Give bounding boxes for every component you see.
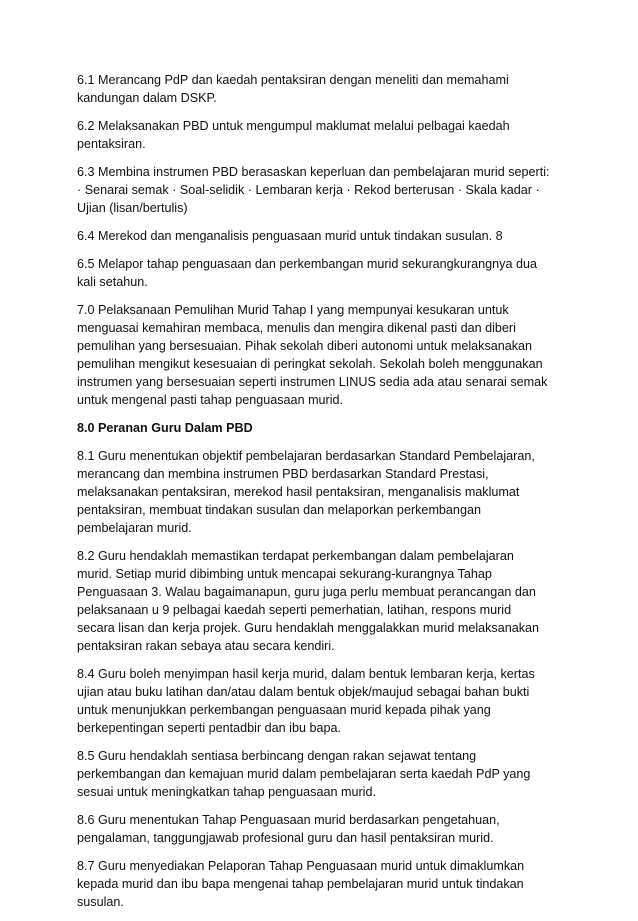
text-line: untuk mengenal pasti tahap penguasaan murid. xyxy=(77,393,344,407)
text-line: menguasai kemahiran membaca, menulis dan mengira dikenal pasti dan diberi xyxy=(77,321,516,335)
text-line: pelaksanaan u 9 pelbagai kaedah seperti pemerhatian, latihan, respons murid xyxy=(77,603,512,617)
paragraph xyxy=(77,857,567,911)
paragraph xyxy=(77,71,567,107)
text-line: 6.3 Membina instrumen PBD berasaskan keperluan dan pembelajaran murid seperti: xyxy=(77,165,550,179)
paragraph xyxy=(77,117,567,153)
text-line: 7.0 Pelaksanaan Pemulihan Murid Tahap I yang mempunyai kesukaran untuk xyxy=(77,303,509,317)
text-line: Penguasaan 3. Walau bagaimanapun, guru juga perlu membuat perancangan dan xyxy=(77,585,536,599)
text-line: kepada murid dan ibu bapa mengenai tahap pembelajaran murid untuk tindakan xyxy=(77,877,524,891)
text-line: 8.7 Guru menyediakan Pelaporan Tahap Penguasaan murid untuk dimaklumkan xyxy=(77,859,525,873)
text-line: berkepentingan seperti pentadbir dan ibu bapa. xyxy=(77,721,341,735)
text-line: 8.4 Guru boleh menyimpan hasil kerja murid, dalam bentuk lembaran kerja, kertas xyxy=(77,667,535,681)
paragraph xyxy=(77,447,567,537)
text-line: 6.2 Melaksanakan PBD untuk mengumpul maklumat melalui pelbagai kaedah xyxy=(77,119,510,133)
paragraph xyxy=(77,301,567,409)
paragraph xyxy=(77,227,567,245)
text-line: merancang dan membina instrumen PBD berdasarkan Standard Prestasi, xyxy=(77,467,489,481)
paragraph xyxy=(77,811,567,847)
text-line: 8.6 Guru menentukan Tahap Penguasaan murid berdasarkan pengetahuan, xyxy=(77,813,500,827)
text-line: pengalaman, tanggungjawab profesional guru dan hasil pentaksiran murid. xyxy=(77,831,494,845)
text-line: susulan. xyxy=(77,895,124,909)
text-line: pembelajaran murid. xyxy=(77,521,192,535)
text-line: untuk menunjukkan perkembangan penguasaan murid kepada pihak yang xyxy=(77,703,491,717)
text-line: 8.1 Guru menentukan objektif pembelajaran berdasarkan Standard Pembelajaran, xyxy=(77,449,535,463)
text-line: Ujian (lisan/bertulis) xyxy=(77,201,188,215)
text-line: pentaksiran, membuat tindakan susulan dan melaporkan perkembangan xyxy=(77,503,481,517)
text-line: melaksanakan pentaksiran, merekod hasil pentaksiran, menganalisis maklumat xyxy=(77,485,520,499)
text-line: 8.5 Guru hendaklah sentiasa berbincang dengan rakan sejawat tentang xyxy=(77,749,477,763)
text-line: sesuai untuk meningkatkan tahap penguasaan murid. xyxy=(77,785,376,799)
paragraph xyxy=(77,547,567,655)
document-page xyxy=(77,71,567,921)
paragraph xyxy=(77,255,567,291)
text-line: secara lisan dan kerja projek. Guru hendaklah menggalakkan murid melaksanakan xyxy=(77,621,540,635)
text-line: kandungan dalam DSKP. xyxy=(77,91,217,105)
text-line: pemulihan mengikut kesesuaian di peringkat sekolah. Sekolah boleh menggunakan xyxy=(77,357,543,371)
text-line: 6.4 Merekod dan menganalisis penguasaan murid untuk tindakan susulan. 8 xyxy=(77,229,503,243)
text-line: pentaksiran rakan sebaya atau secara kendiri. xyxy=(77,639,335,653)
text-line: kali setahun. xyxy=(77,275,148,289)
text-line: pemulihan yang bersesuaian. Pihak sekolah diberi autonomi untuk melaksanakan xyxy=(77,339,533,353)
text-line: ujian atau buku latihan dan/atau dalam bentuk objek/maujud sebagai bahan bukti xyxy=(77,685,530,699)
section-heading xyxy=(77,419,567,437)
text-line: perkembangan dan kemajuan murid dalam pembelajaran serta kaedah PdP yang xyxy=(77,767,531,781)
text-line: 6.5 Melapor tahap penguasaan dan perkembangan murid sekurangkurangnya dua xyxy=(77,257,537,271)
paragraph xyxy=(77,747,567,801)
text-line: pentaksiran. xyxy=(77,137,146,151)
text-line: 6.1 Merancang PdP dan kaedah pentaksiran dengan meneliti dan memahami xyxy=(77,73,509,87)
paragraph xyxy=(77,665,567,737)
text-line: 8.0 Peranan Guru Dalam PBD xyxy=(77,421,253,435)
text-line: 8.2 Guru hendaklah memastikan terdapat perkembangan dalam pembelajaran xyxy=(77,549,514,563)
text-line: murid. Setiap murid dibimbing untuk mencapai sekurang-kurangnya Tahap xyxy=(77,567,492,581)
paragraph xyxy=(77,163,567,217)
text-line: instrumen yang bersesuaian seperti instrumen LINUS sedia ada atau senarai semak xyxy=(77,375,548,389)
text-line: · Senarai semak · Soal-selidik · Lembaran kerja · Rekod berterusan · Skala kadar · xyxy=(77,183,540,197)
